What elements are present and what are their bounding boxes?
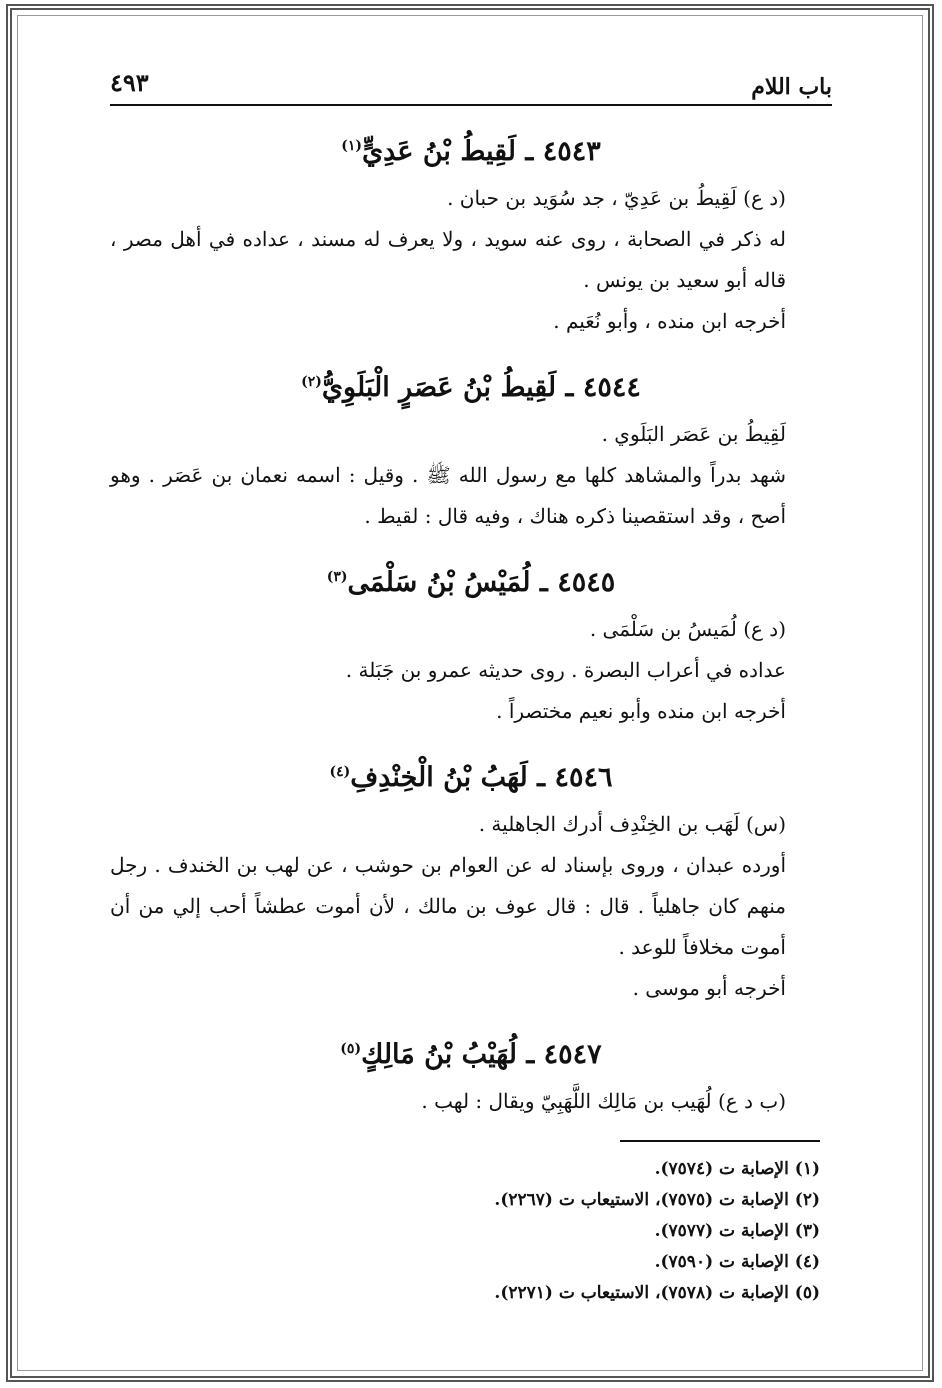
entry-heading-4547 (110, 1029, 832, 1075)
entry-heading-text: ٤٥٤٣ ـ لَقِيطُ بْنُ عَدِيٍّ (362, 136, 601, 167)
entry-heading-4545 (110, 557, 832, 603)
footnotes (140, 1154, 820, 1309)
entry-paragraph: أخرجه أبو موسى . (632, 976, 786, 1000)
footnote-mark: (٥) (340, 1041, 362, 1057)
footnote-mark: (٤) (329, 764, 351, 780)
footnote-5: (٥) الإصابة ت (٧٥٧٨)، الاستيعاب ت (٢٢٧١). (494, 1283, 820, 1303)
entry-heading-text: ٤٥٤٤ ـ لَقِيطُ بْنُ عَصَرٍ الْبَلَوِيُّ (321, 372, 641, 403)
entry-heading-4546 (110, 752, 832, 798)
entries (110, 126, 832, 1122)
entry-paragraph: أورده عبدان ، وروى بإسناد له عن العوام بن حوشب ، عن لهب بن الخندف . رجل منهم كان جاهلياً . قال : قال عوف بن مالك ، لأن أموت عطشاً أحب إلي من أن أموت مخلافاً للوعد . (110, 853, 786, 959)
entry-paragraph: لَقِيطُ بن عَصَر البَلَوي . (601, 422, 786, 446)
footnote-mark: (٣) (326, 569, 348, 585)
entry-heading-text: ٤٥٤٦ ـ لَهَبُ بْنُ الْخِنْدِفِ (350, 762, 613, 793)
page-header (110, 60, 832, 106)
footnote-4: (٤) الإصابة ت (٧٥٩٠). (654, 1252, 820, 1272)
entry-paragraph: (د ع) لُمَيسُ بن سَلْمَى . (589, 617, 786, 641)
page-number: ٤٩٣ (110, 68, 149, 97)
entry-heading-4544 (110, 362, 832, 408)
entry-paragraph: (ب د ع) لُهَيب بن مَالِك اللَّهَبِيّ ويقال : لهب . (421, 1089, 786, 1113)
footnote-mark: (١) (341, 138, 363, 154)
entry-heading-4543 (110, 126, 832, 172)
entry-paragraph: شهد بدراً والمشاهد كلها مع رسول الله ﷺ . وقيل : اسمه نعمان بن عَصَر . وهو أصح ، وقد استقصينا ذكره هناك ، وفيه قال : لقيط . (110, 463, 786, 528)
entry-paragraph: أخرجه ابن منده وأبو نعيم مختصراً . (496, 699, 786, 723)
footnote-3: (٣) الإصابة ت (٧٥٧٧). (654, 1221, 820, 1241)
entry-paragraph: (س) لَهَب بن الخِنْدِف أدرك الجاهلية . (478, 812, 786, 836)
entry-heading-text: ٤٥٤٥ ـ لُمَيْسُ بْنُ سَلْمَى (347, 567, 616, 598)
footnote-mark: (٢) (301, 374, 322, 390)
entry-heading-text: ٤٥٤٧ ـ لُهَيْبُ بْنُ مَالِكٍ (361, 1039, 602, 1070)
page-content (110, 60, 832, 1350)
entry-paragraph: عداده في أعراب البصرة . روى حديثه عمرو بن جَبَلة . (345, 658, 786, 682)
section-title: باب اللام (751, 74, 832, 100)
entry-paragraph: أخرجه ابن منده ، وأبو نُعَيم . (553, 309, 786, 333)
footnote-1: (١) الإصابة ت (٧٥٧٤). (654, 1159, 820, 1179)
entry-paragraph: له ذكر في الصحابة ، روى عنه سويد ، ولا يعرف له مسند ، عداده في أهل مصر ، قاله أبو سعيد بن يونس . (110, 227, 786, 292)
footnote-2: (٢) الإصابة ت (٧٥٧٥)، الاستيعاب ت (٢٢٦٧). (494, 1190, 820, 1210)
footnote-divider (620, 1140, 820, 1142)
entry-paragraph: (د ع) لَقِيطُ بن عَدِيّ ، جد سُوَيد بن حبان . (447, 186, 786, 210)
